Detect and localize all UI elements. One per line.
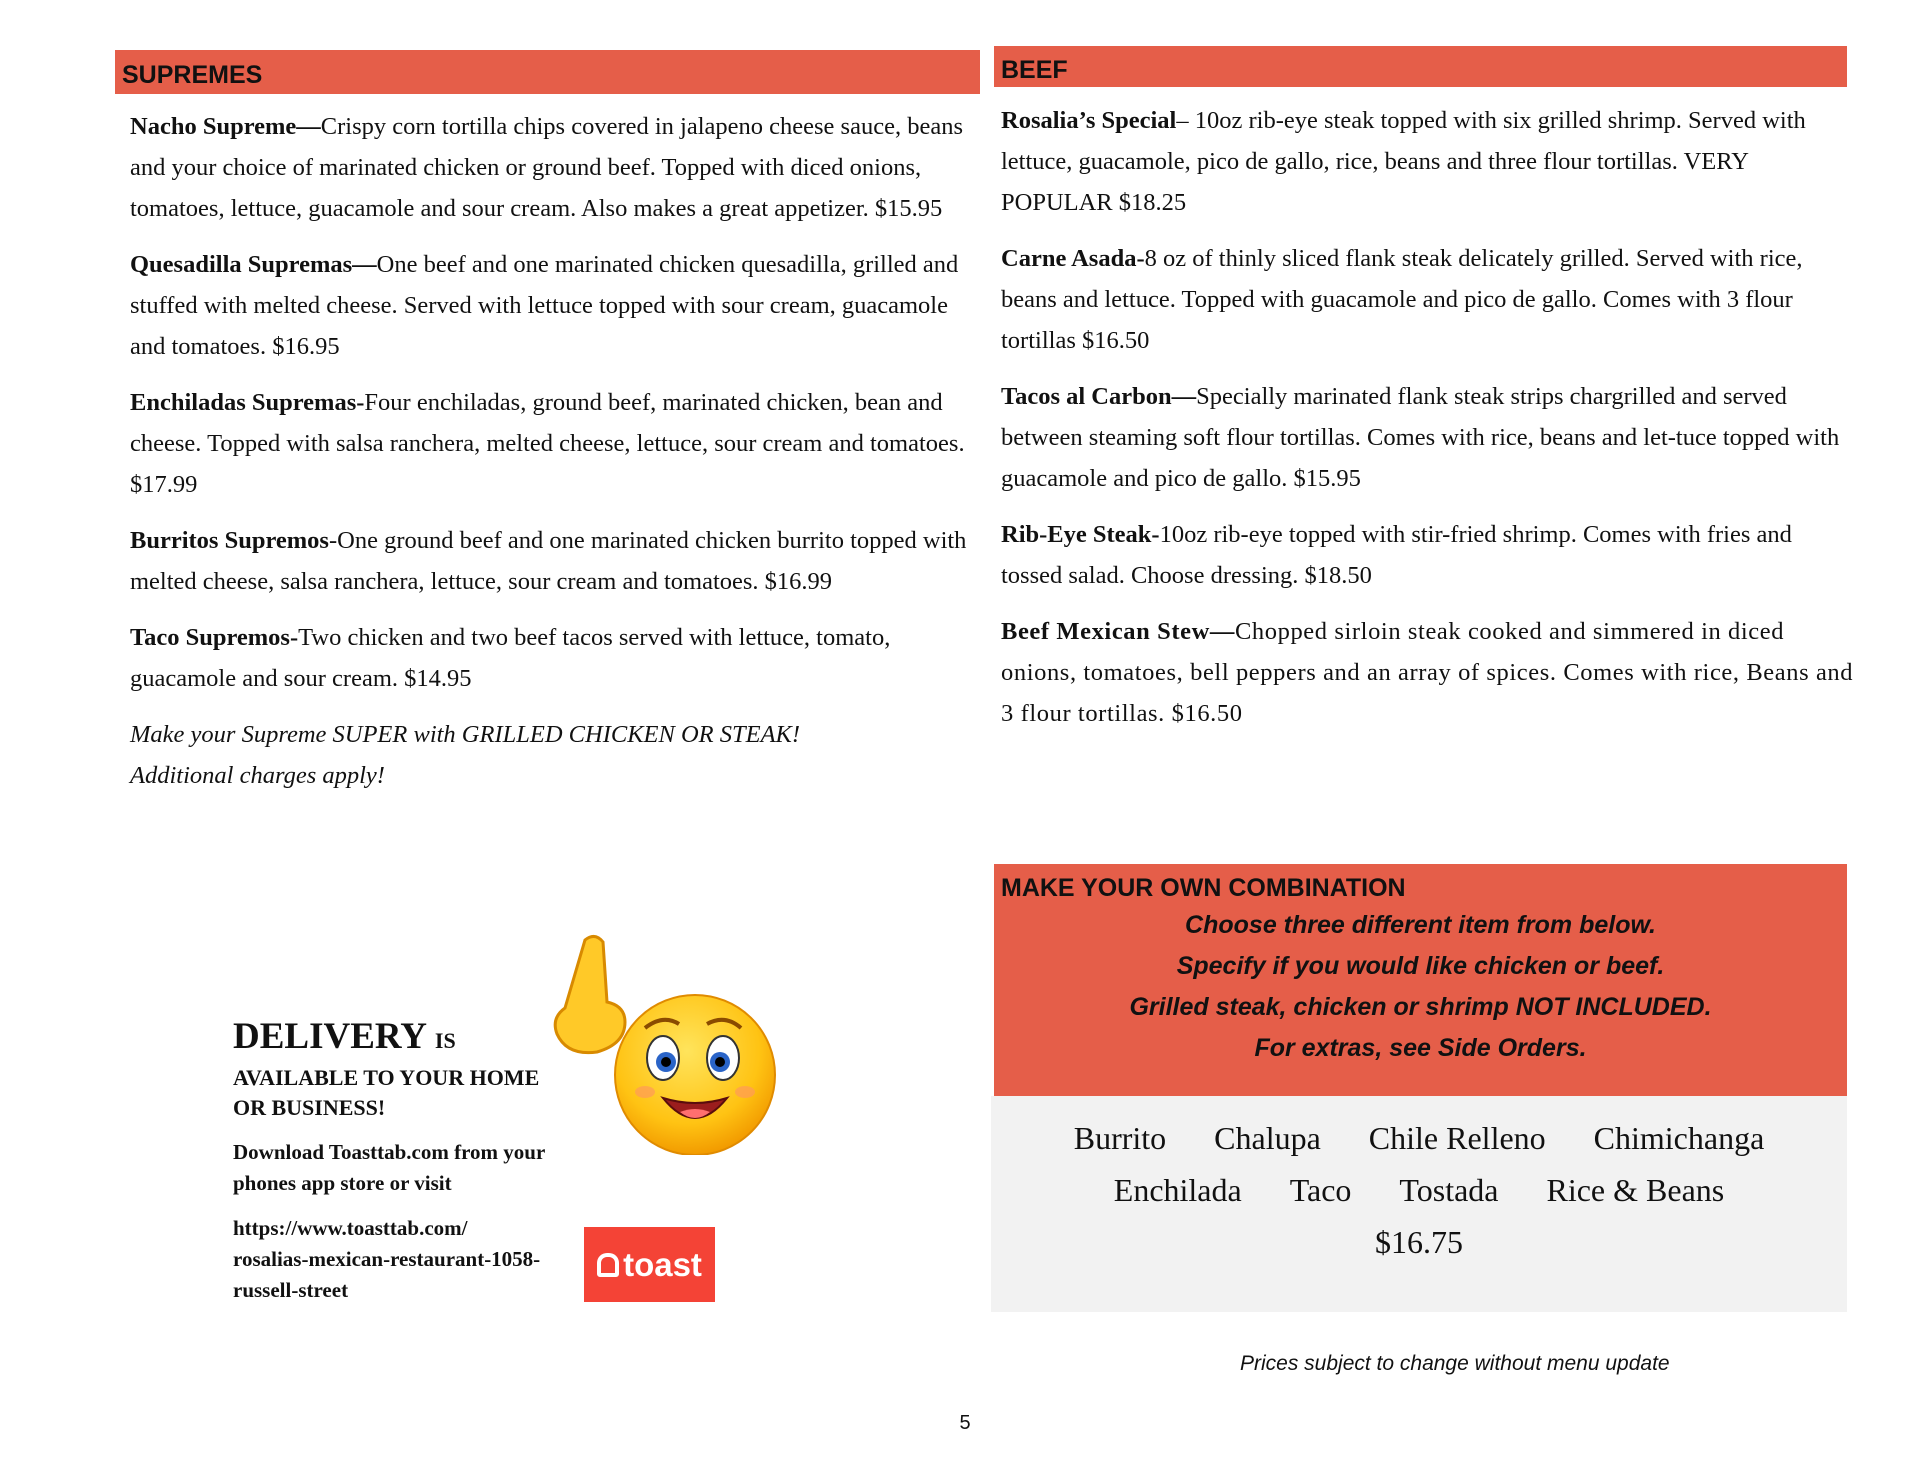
combination-line: Specify if you would like chicken or beef.	[1176, 952, 1665, 980]
delivery-url[interactable]: https://www.toasttab.com/ rosalias-mexican-restaurant-1058-russell-street	[233, 1216, 541, 1302]
menu-item	[130, 244, 980, 367]
item-name: Rosalia’s Special	[1001, 107, 1177, 134]
item-desc: Specially marinated flank steak strips chargrilled and served between steaming soft flour tortillas. Comes with rice, beans and let-tuce topped with guacamole and pico de gallo. $15.95	[1001, 383, 1840, 492]
menu-item	[130, 617, 980, 699]
menu-item	[130, 106, 980, 229]
pointing-smiley-icon	[545, 930, 780, 1155]
item-desc: One beef and one marinated chicken quesadilla, grilled and stuffed with melted cheese. Served with lettuce topped with sour cream, guacamole and tomatoes. $16.95	[130, 251, 959, 360]
combination-line: Choose three different item from below.	[1185, 911, 1656, 939]
item-desc: -One ground beef and one marinated chicken burrito topped with melted cheese, salsa ranchera, lettuce, sour cream and tomatoes. $16.99	[130, 527, 967, 595]
item-desc: Chopped sirloin steak cooked and simmered in diced onions, tomatoes, bell peppers and an array of spices. Comes with rice, Beans and 3 flour tortillas. $16.50	[1001, 618, 1854, 727]
item-desc: 10oz rib-eye topped with stir-fried shrimp. Comes with fries and tossed salad. Choose dressing. $18.50	[1001, 521, 1792, 589]
item-desc: Two chicken and two beef tacos served with lettuce, tomato, guacamole and sour cream. $14.95	[130, 624, 891, 692]
item-desc: Four enchiladas, ground beef, marinated chicken, bean and cheese. Topped with salsa ranchera, melted cheese, lettuce, sour cream and tomatoes. $17.99	[130, 389, 965, 498]
combination-price: $16.75	[1375, 1224, 1463, 1260]
beef-header: BEEF	[994, 46, 1847, 87]
item-name: Rib-Eye Steak-	[1001, 521, 1160, 548]
page-number: 5	[959, 1412, 971, 1434]
combination-line: Grilled steak, chicken or shrimp NOT INCLUDED.	[1129, 993, 1712, 1021]
item-name: Nacho Supreme—	[130, 113, 321, 140]
combo-option: Chile Relleno	[1368, 1120, 1546, 1156]
toast-logo[interactable]	[584, 1227, 715, 1302]
supreme-note-line2: Additional charges apply!	[130, 762, 385, 789]
combo-option: Chimichanga	[1593, 1120, 1765, 1156]
item-desc: 8 oz of thinly sliced flank steak delicately grilled. Served with rice, beans and lettuce. Topped with guacamole and pico de gallo. Comes with 3 flour tortillas $16.50	[1001, 245, 1803, 354]
delivery-title-big: DELIVERY	[233, 1016, 426, 1057]
menu-item	[130, 382, 980, 505]
menu-item	[1001, 100, 1856, 223]
menu-item	[130, 520, 980, 602]
item-desc: – 10oz rib-eye steak topped with six grilled shrimp. Served with lettuce, guacamole, pico de gallo, rice, beans and three flour tortillas. VERY POPULAR $18.25	[1001, 107, 1806, 216]
combo-option: Taco	[1289, 1172, 1352, 1208]
supremes-section	[115, 50, 980, 796]
menu-item	[1001, 611, 1856, 734]
menu-item	[1001, 514, 1856, 596]
combination-body	[991, 1096, 1847, 1312]
combination-header	[994, 864, 1847, 1096]
toast-bag-icon	[597, 1253, 619, 1277]
item-desc: Crispy corn tortilla chips covered in jalapeno cheese sauce, beans and your choice of marinated chicken or ground beef. Topped with diced onions, tomatoes, lettuce, guacamole and sour cream. Also makes a great appetizer. $15.95	[130, 113, 964, 222]
delivery-block	[233, 1015, 563, 1320]
delivery-title	[233, 1015, 563, 1063]
combination-row-1	[991, 1112, 1847, 1164]
combination-line: For extras, see Side Orders.	[1254, 1034, 1587, 1062]
combo-option: Enchilada	[1113, 1172, 1242, 1208]
item-name: Tacos al Carbon—	[1001, 383, 1197, 410]
toast-logo-text: toast	[623, 1245, 702, 1283]
delivery-download: Download Toasttab.com from your phones app store or visit	[233, 1140, 545, 1195]
delivery-subtitle: AVAILABLE TO YOUR HOME OR BUSINESS!	[233, 1065, 540, 1120]
combo-option: Burrito	[1073, 1120, 1167, 1156]
item-name: Beef Mexican Stew—	[1001, 618, 1235, 645]
combination-row-2	[991, 1164, 1847, 1216]
delivery-title-small: IS	[434, 1028, 456, 1053]
supreme-note-line1: Make your Supreme SUPER with GRILLED CHICKEN OR STEAK!	[130, 721, 801, 748]
combo-option: Tostada	[1399, 1172, 1499, 1208]
menu-item	[1001, 238, 1856, 361]
combination-title: MAKE YOUR OWN COMBINATION	[1001, 874, 1406, 902]
item-name: Burritos Supremos	[130, 527, 329, 554]
item-name: Carne Asada-	[1001, 245, 1145, 272]
item-name: Enchiladas Supremas-	[130, 389, 365, 416]
item-name: Taco Supremos-	[130, 624, 299, 651]
menu-item	[1001, 376, 1856, 499]
beef-section	[994, 46, 1856, 749]
combo-option: Rice & Beans	[1546, 1172, 1725, 1208]
prices-note: Prices subject to change without menu update	[1240, 1352, 1670, 1375]
combo-option: Chalupa	[1214, 1120, 1321, 1156]
item-name: Quesadilla Supremas—	[130, 251, 377, 278]
supremes-header: SUPREMES	[115, 50, 980, 94]
